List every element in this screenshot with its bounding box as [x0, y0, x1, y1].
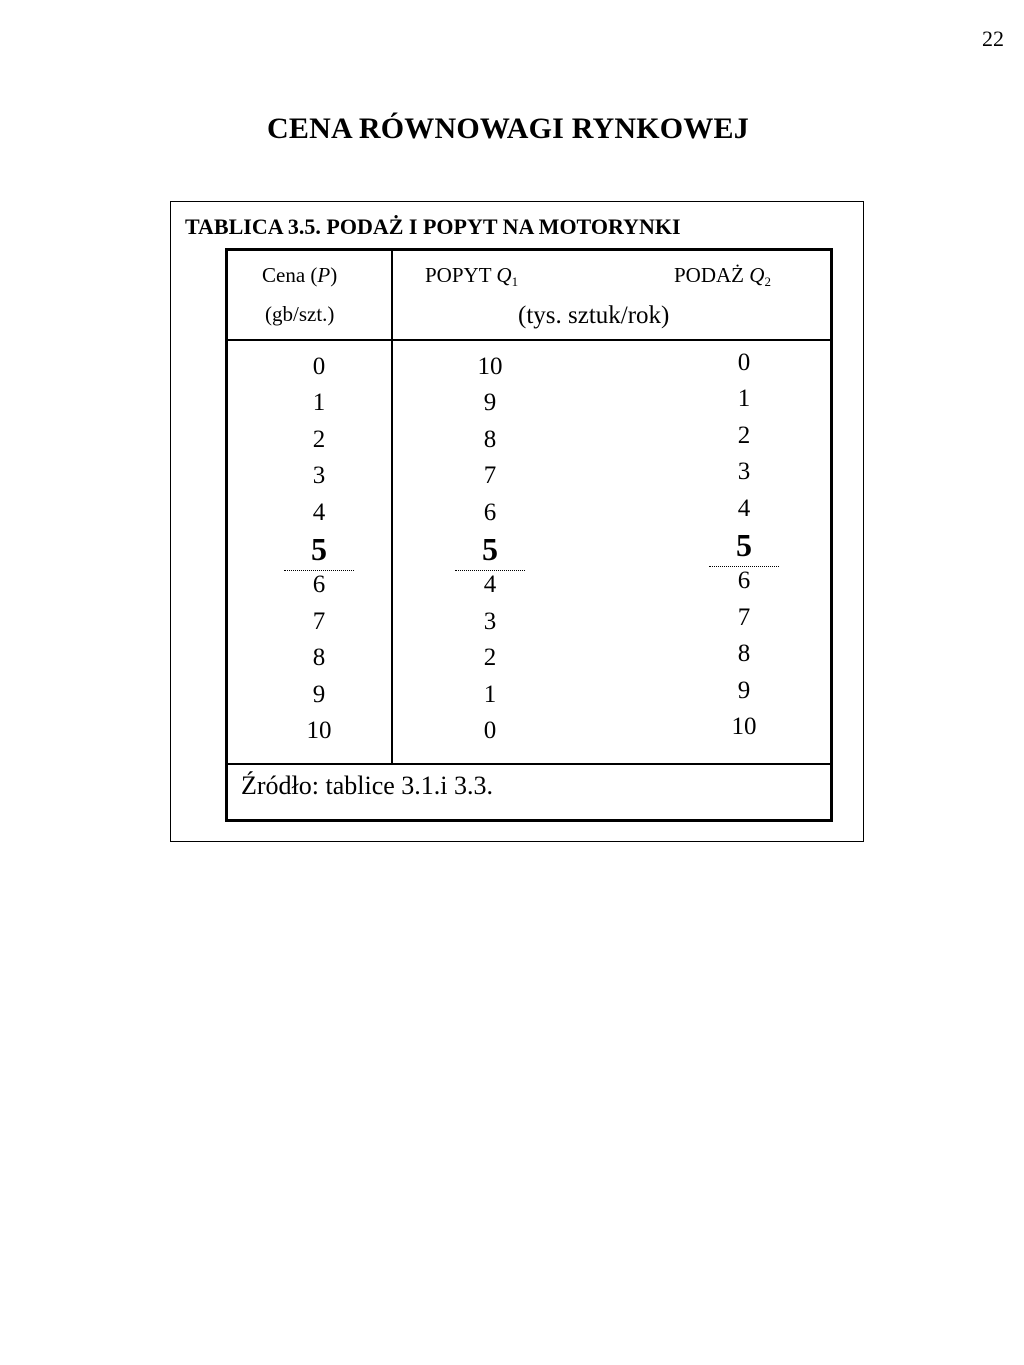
demand-cell: 8: [483, 425, 497, 453]
demand-symbol: Q: [496, 263, 512, 287]
supply-subscript: 2: [764, 274, 771, 289]
price-cell: 5: [311, 530, 327, 567]
demand-label: POPYT: [425, 263, 497, 287]
supply-cell: 9: [737, 676, 751, 704]
supply-cell: 7: [737, 603, 751, 631]
supply-column: [709, 345, 779, 745]
price-cell: 10: [306, 716, 332, 744]
page-title: CENA RÓWNOWAGI RYNKOWEJ: [267, 112, 749, 145]
table-caption: TABLICA 3.5. PODAŻ I POPYT NA MOTORYNKI: [185, 214, 681, 239]
price-header: [262, 263, 337, 288]
supply-cell: 0: [737, 349, 751, 376]
price-symbol: P: [317, 263, 331, 287]
price-cell: 0: [312, 353, 326, 380]
demand-cell: 2: [483, 644, 497, 672]
demand-header: [425, 263, 518, 290]
price-label: Cena (: [262, 263, 318, 287]
supply-symbol: Q: [749, 263, 765, 287]
header-divider: [228, 339, 830, 341]
supply-label: PODAŻ: [674, 263, 750, 287]
supply-cell: 3: [737, 458, 751, 486]
demand-cell: 10: [477, 353, 503, 380]
price-close: ): [330, 263, 338, 287]
source-note: Źródło: tablice 3.1.i 3.3.: [241, 771, 494, 800]
demand-column: [455, 349, 525, 749]
price-cell: 2: [312, 425, 326, 453]
quantity-unit: (tys. sztuk/rok): [518, 302, 670, 329]
price-cell: 1: [312, 389, 326, 417]
demand-cell: 7: [483, 462, 497, 490]
supply-cell: 6: [737, 567, 751, 595]
demand-subscript: 1: [511, 274, 519, 289]
supply-cell: 1: [737, 385, 751, 413]
price-cell: 3: [312, 462, 326, 490]
footer-divider: [228, 763, 830, 765]
supply-cell: 10: [731, 712, 757, 740]
supply-cell: 4: [737, 494, 751, 522]
price-cell: 4: [312, 498, 326, 526]
supply-cell: 2: [737, 421, 751, 449]
price-cell: 6: [312, 571, 326, 599]
demand-cell: 0: [483, 716, 497, 744]
demand-cell: 9: [483, 389, 497, 417]
demand-cell: 6: [483, 498, 497, 526]
demand-cell: 1: [483, 680, 497, 708]
price-cell: 8: [312, 644, 326, 672]
demand-cell: 3: [483, 607, 497, 635]
price-cell: 7: [312, 607, 326, 635]
demand-cell: 4: [483, 571, 497, 599]
page-number: 22: [982, 26, 1004, 51]
column-divider: [391, 251, 393, 763]
supply-cell: 5: [736, 526, 752, 563]
price-column: [284, 349, 354, 749]
supply-demand-table: [225, 248, 833, 822]
price-unit: (gb/szt.): [265, 302, 335, 326]
supply-cell: 8: [737, 640, 751, 668]
price-cell: 9: [312, 680, 326, 708]
supply-header: [674, 263, 771, 290]
demand-cell: 5: [482, 530, 498, 567]
